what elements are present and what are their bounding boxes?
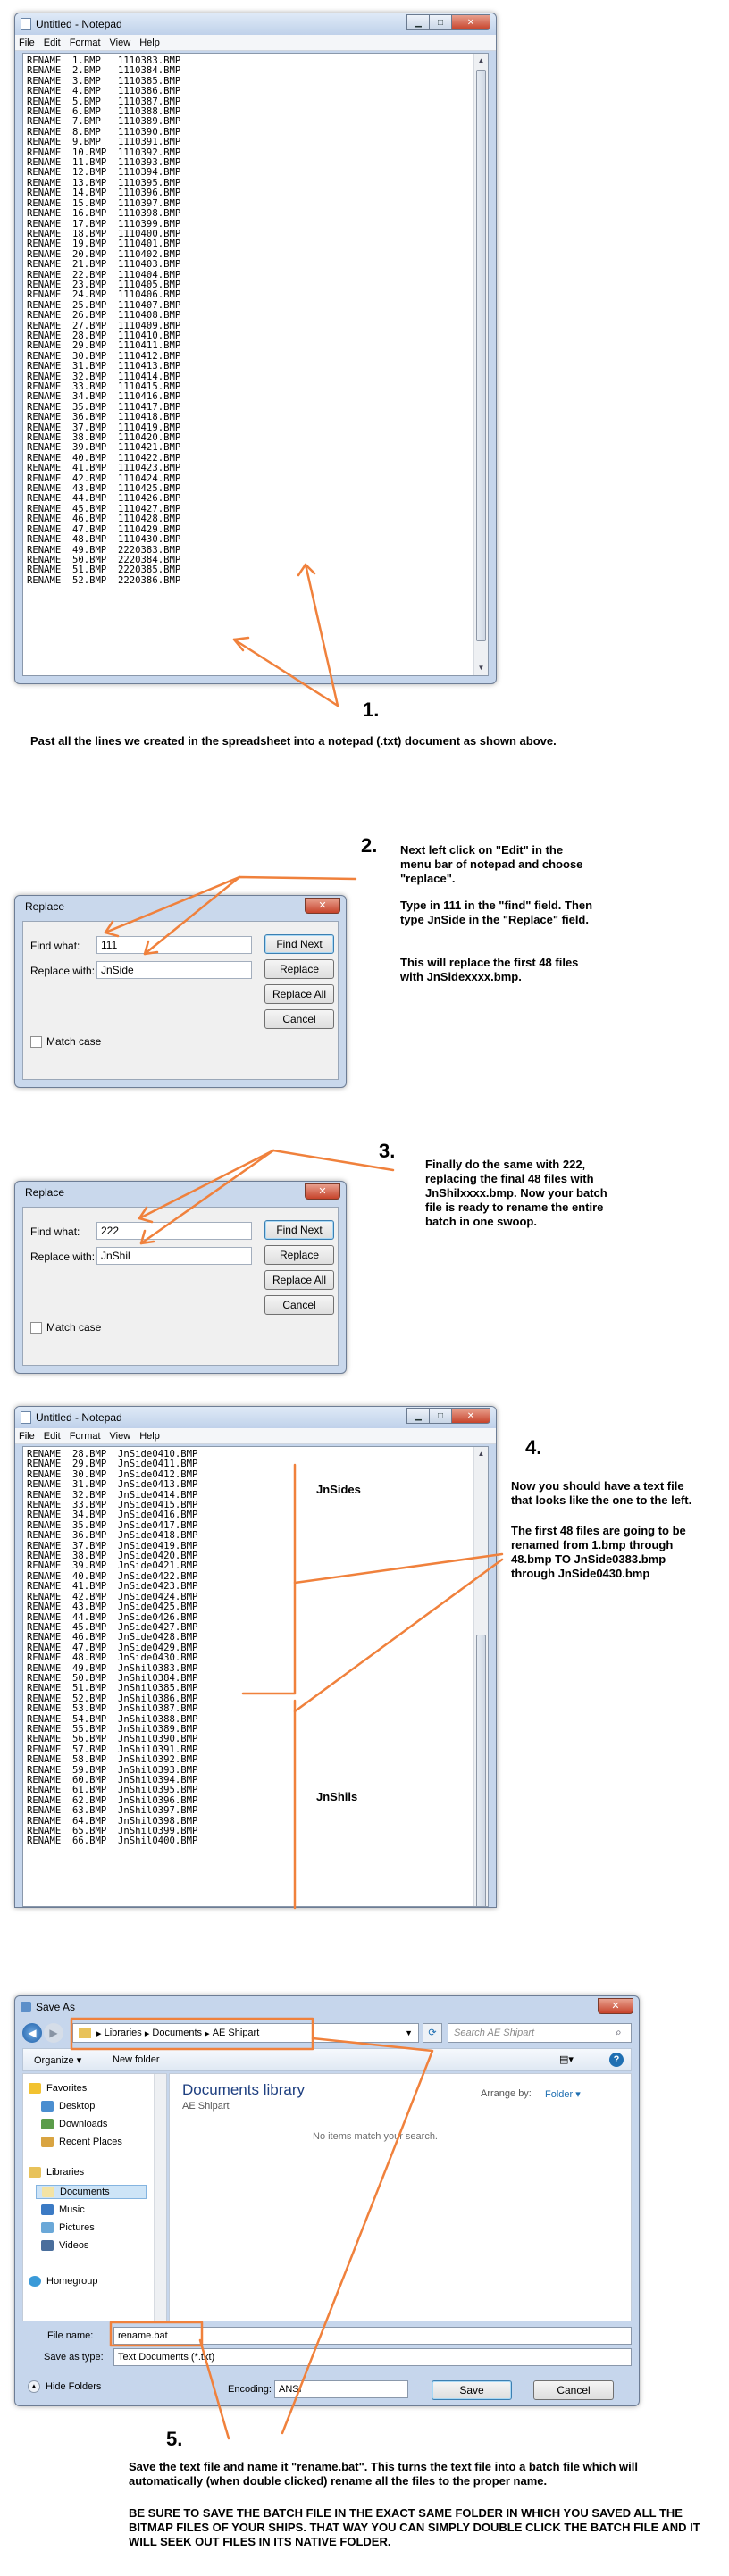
- text-line: RENAME 41.BMP 1110423.BMP: [27, 463, 181, 474]
- step-3-text: Finally do the same with 222, replacing the final 48 files with JnShilxxxx.bmp. Now your batch file is ready to rename the entire batch in one swoop.: [425, 1158, 608, 1228]
- pictures-icon: [41, 2222, 54, 2233]
- libraries-icon: [29, 2167, 41, 2178]
- text-line: RENAME 35.BMP 1110417.BMP: [27, 401, 181, 413]
- text-line: RENAME 62.BMP JnShil0396.BMP: [27, 1794, 198, 1806]
- scroll-up-icon[interactable]: ▲: [477, 56, 485, 64]
- find-input[interactable]: 111: [96, 936, 252, 954]
- encoding-label: Encoding:: [228, 2384, 272, 2395]
- text-line: RENAME 43.BMP 1110425.BMP: [27, 483, 181, 495]
- replace-dialog-2: [14, 1181, 347, 1374]
- text-line: RENAME 40.BMP JnSide0422.BMP: [27, 1570, 198, 1582]
- text-line: RENAME 7.BMP 1110389.BMP: [27, 116, 181, 128]
- close-button[interactable]: ✕: [451, 1408, 490, 1424]
- text-line: RENAME 50.BMP 2220384.BMP: [27, 554, 181, 565]
- filename-label: File name:: [47, 2330, 94, 2341]
- chevron-up-icon: ▲: [28, 2380, 40, 2393]
- text-line: RENAME 10.BMP 1110392.BMP: [27, 146, 181, 158]
- scroll-thumb[interactable]: [476, 1635, 486, 1907]
- step-2-paragraph-2: Type in 111 in the "find" field. Then type JnSide in the "Replace" field.: [400, 899, 593, 926]
- text-line: RENAME 34.BMP JnSide0416.BMP: [27, 1510, 198, 1521]
- match-case-checkbox[interactable]: [30, 1036, 42, 1048]
- menu-view[interactable]: View: [109, 37, 131, 48]
- text-line: RENAME 30.BMP JnSide0412.BMP: [27, 1468, 198, 1480]
- sidebar-item-documents[interactable]: [36, 2185, 147, 2199]
- sidebar-label: Videos: [59, 2240, 89, 2251]
- text-line: RENAME 23.BMP 1110405.BMP: [27, 279, 181, 290]
- folder-icon: [79, 2028, 91, 2038]
- text-line: RENAME 44.BMP 1110426.BMP: [27, 493, 181, 505]
- navigation-pane: [22, 2073, 167, 2321]
- chevron-down-icon[interactable]: ▼: [405, 2028, 413, 2037]
- title-bar[interactable]: [15, 1407, 496, 1428]
- text-line: RENAME 60.BMP JnShil0394.BMP: [27, 1775, 198, 1786]
- text-line: RENAME 14.BMP 1110396.BMP: [27, 188, 181, 199]
- breadcrumb-libraries[interactable]: Libraries: [104, 2028, 142, 2038]
- window-title: Untitled - Notepad: [36, 18, 122, 30]
- sidebar-label: Recent Places: [59, 2137, 122, 2147]
- text-line: RENAME 46.BMP 1110428.BMP: [27, 514, 181, 525]
- vertical-scrollbar[interactable]: [473, 54, 488, 675]
- text-line: RENAME 16.BMP 1110398.BMP: [27, 208, 181, 220]
- text-line: RENAME 37.BMP 1110419.BMP: [27, 422, 181, 433]
- text-line: RENAME 25.BMP 1110407.BMP: [27, 299, 181, 311]
- menu-edit[interactable]: Edit: [43, 37, 61, 48]
- dialog-title: Replace: [25, 900, 65, 913]
- search-input[interactable]: Search AE Shipart: [448, 2023, 632, 2043]
- replace-button[interactable]: Replace: [264, 1245, 334, 1265]
- text-line: RENAME 39.BMP 1110421.BMP: [27, 442, 181, 454]
- find-label: Find what:: [30, 1225, 80, 1238]
- text-line: RENAME 26.BMP 1110408.BMP: [27, 310, 181, 322]
- text-line: RENAME 20.BMP 1110402.BMP: [27, 248, 181, 260]
- sidebar-label: Documents: [60, 2187, 110, 2197]
- sidebar-label: Favorites: [46, 2083, 88, 2094]
- arrange-dropdown[interactable]: Folder ▾: [545, 2089, 581, 2100]
- toolbar: [22, 2048, 632, 2071]
- text-line: RENAME 66.BMP JnShil0400.BMP: [27, 1836, 198, 1847]
- menu-format[interactable]: Format: [69, 1430, 101, 1442]
- address-bar[interactable]: ▸ Libraries ▸ Documents ▸ AE Shipart ▼: [72, 2023, 419, 2043]
- desktop-icon: [41, 2101, 54, 2112]
- find-next-button[interactable]: Find Next: [264, 934, 334, 954]
- downloads-icon: [41, 2119, 54, 2129]
- scroll-up-icon[interactable]: ▲: [477, 1450, 485, 1458]
- menu-edit[interactable]: Edit: [43, 1430, 61, 1442]
- notepad-icon: [21, 1411, 31, 1424]
- text-line: RENAME 40.BMP 1110422.BMP: [27, 452, 181, 464]
- replace-button[interactable]: Replace: [264, 959, 334, 979]
- step-4-number: 4.: [525, 1436, 542, 1459]
- dialog-title: Save As: [36, 2001, 76, 2013]
- window-title: Untitled - Notepad: [36, 1411, 122, 1424]
- close-button[interactable]: ✕: [305, 898, 340, 914]
- save-button[interactable]: Save: [432, 2380, 512, 2400]
- encoding-select[interactable]: ANSI: [274, 2380, 408, 2398]
- text-line: RENAME 52.BMP JnShil0386.BMP: [27, 1693, 198, 1704]
- text-line: RENAME 33.BMP JnSide0415.BMP: [27, 1500, 198, 1511]
- text-line: RENAME 3.BMP 1110385.BMP: [27, 75, 181, 87]
- text-line: RENAME 6.BMP 1110388.BMP: [27, 106, 181, 118]
- music-icon: [41, 2204, 54, 2215]
- sidebar-item-downloads[interactable]: [41, 2119, 107, 2129]
- menu-bar: [15, 1428, 496, 1444]
- notepad-window-2: [14, 1406, 497, 1908]
- text-line: RENAME 65.BMP JnShil0399.BMP: [27, 1826, 198, 1837]
- step-2-number: 2.: [361, 834, 378, 857]
- arrange-label: Arrange by:: [481, 2088, 532, 2099]
- sidebar-item-favorites[interactable]: [29, 2083, 87, 2094]
- text-line: RENAME 55.BMP JnShil0389.BMP: [27, 1723, 198, 1735]
- text-content: [23, 1447, 488, 1850]
- text-line: RENAME 42.BMP JnSide0424.BMP: [27, 1591, 198, 1602]
- close-button[interactable]: ✕: [451, 14, 490, 30]
- text-line: RENAME 30.BMP 1110412.BMP: [27, 350, 181, 362]
- new-folder-button[interactable]: New folder: [113, 2054, 160, 2065]
- find-label: Find what:: [30, 940, 80, 952]
- search-icon: ⌕: [616, 2026, 622, 2038]
- close-button[interactable]: ✕: [305, 1183, 340, 1200]
- sidebar-label: Pictures: [59, 2222, 95, 2233]
- menu-bar: [15, 35, 496, 51]
- cancel-button[interactable]: Cancel: [264, 1295, 334, 1315]
- text-line: RENAME 33.BMP 1110415.BMP: [27, 381, 181, 392]
- text-line: RENAME 38.BMP JnSide0420.BMP: [27, 1551, 198, 1562]
- title-bar[interactable]: [15, 1996, 639, 2018]
- text-line: RENAME 39.BMP JnSide0421.BMP: [27, 1560, 198, 1572]
- match-case-label: Match case: [46, 1321, 102, 1334]
- empty-message: No items match your search.: [313, 2131, 438, 2142]
- text-line: RENAME 53.BMP JnShil0387.BMP: [27, 1703, 198, 1715]
- homegroup-icon: [29, 2276, 41, 2287]
- sidebar-item-desktop[interactable]: [41, 2101, 95, 2112]
- documents-icon: [42, 2187, 54, 2197]
- text-line: RENAME 1.BMP 1110383.BMP: [27, 55, 181, 66]
- scroll-down-icon[interactable]: ▼: [477, 664, 485, 672]
- text-line: RENAME 56.BMP JnShil0390.BMP: [27, 1734, 198, 1745]
- text-line: RENAME 13.BMP 1110395.BMP: [27, 177, 181, 188]
- menu-file[interactable]: File: [19, 37, 35, 48]
- step-5-paragraph-2: BE SURE TO SAVE THE BATCH FILE IN THE EXACT SAME FOLDER IN WHICH YOU SAVED ALL THE BITMAP FILES OF YOUR SHIPS. THAT WAY YOU CAN SIMPLY DOUBLE CLICK THE BATCH FILE AND IT WILL SEEK OUT FILES IN ITS NATIVE FOLDER.: [129, 2506, 700, 2548]
- jnsides-label: JnSides: [316, 1483, 361, 1496]
- step-1-number: 1.: [363, 698, 380, 721]
- text-line: RENAME 47.BMP 1110429.BMP: [27, 523, 181, 535]
- replace-all-button[interactable]: Replace All: [264, 1270, 334, 1290]
- view-icon[interactable]: ▤▾: [559, 2054, 574, 2065]
- step-5-paragraph-1: Save the text file and name it "rename.bat". This turns the text file into a batch file which will automatically (when double clicked) rename all the files to the proper name.: [129, 2460, 639, 2488]
- text-line: RENAME 36.BMP 1110418.BMP: [27, 412, 181, 423]
- step-2-paragraph-1: Next left click on "Edit" in the menu bar of notepad and choose "replace".: [400, 843, 583, 885]
- scroll-thumb[interactable]: [476, 70, 486, 641]
- save-type-select[interactable]: Text Documents (*.txt): [113, 2348, 632, 2366]
- text-line: RENAME 51.BMP JnShil0385.BMP: [27, 1683, 198, 1694]
- step-2-paragraph-3: This will replace the first 48 files with JnSidexxxx.bmp.: [400, 956, 579, 983]
- text-line: RENAME 63.BMP JnShil0397.BMP: [27, 1805, 198, 1817]
- content-pane: [169, 2073, 632, 2321]
- help-icon[interactable]: ?: [609, 2053, 624, 2067]
- organize-button[interactable]: Organize ▾: [34, 2055, 82, 2066]
- sidebar-item-videos[interactable]: [41, 2240, 88, 2251]
- step-3-number: 3.: [379, 1140, 396, 1162]
- menu-help[interactable]: Help: [139, 1430, 160, 1442]
- text-line: RENAME 2.BMP 1110384.BMP: [27, 65, 181, 77]
- text-line: RENAME 64.BMP JnShil0398.BMP: [27, 1815, 198, 1827]
- minimize-button[interactable]: ▁: [406, 1408, 430, 1424]
- text-line: RENAME 34.BMP 1110416.BMP: [27, 391, 181, 403]
- sidebar-label: Downloads: [59, 2119, 108, 2129]
- sidebar-label: Libraries: [46, 2167, 85, 2178]
- text-line: RENAME 12.BMP 1110394.BMP: [27, 167, 181, 179]
- find-next-button[interactable]: Find Next: [264, 1220, 334, 1240]
- title-bar[interactable]: [15, 13, 496, 35]
- text-line: RENAME 36.BMP JnSide0418.BMP: [27, 1530, 198, 1542]
- text-line: RENAME 48.BMP 1110430.BMP: [27, 534, 181, 546]
- find-input[interactable]: 222: [96, 1222, 252, 1240]
- text-line: RENAME 61.BMP JnShil0395.BMP: [27, 1785, 198, 1796]
- text-line: RENAME 32.BMP 1110414.BMP: [27, 371, 181, 382]
- text-line: RENAME 24.BMP 1110406.BMP: [27, 289, 181, 301]
- vertical-scrollbar[interactable]: [473, 1447, 488, 1906]
- notepad-window-1: [14, 13, 497, 684]
- text-line: RENAME 8.BMP 1110390.BMP: [27, 126, 181, 138]
- sidebar-item-libraries[interactable]: [29, 2167, 84, 2178]
- cancel-button[interactable]: Cancel: [264, 1009, 334, 1029]
- text-line: RENAME 52.BMP 2220386.BMP: [27, 574, 181, 586]
- text-line: RENAME 44.BMP JnSide0426.BMP: [27, 1611, 198, 1623]
- text-line: RENAME 21.BMP 1110403.BMP: [27, 259, 181, 271]
- text-line: RENAME 28.BMP JnSide0410.BMP: [27, 1449, 198, 1459]
- text-line: RENAME 18.BMP 1110400.BMP: [27, 228, 181, 239]
- text-line: RENAME 43.BMP JnSide0425.BMP: [27, 1602, 198, 1613]
- replace-all-button[interactable]: Replace All: [264, 984, 334, 1004]
- notepad-icon: [21, 18, 31, 30]
- text-area[interactable]: [22, 1446, 489, 1907]
- menu-help[interactable]: Help: [139, 37, 160, 48]
- text-line: RENAME 15.BMP 1110397.BMP: [27, 197, 181, 209]
- text-line: RENAME 28.BMP 1110410.BMP: [27, 330, 181, 341]
- step-5-number: 5.: [166, 2428, 183, 2450]
- replace-title-bar[interactable]: [15, 1182, 346, 1203]
- breadcrumb-ae-shipart[interactable]: AE Shipart: [212, 2028, 260, 2038]
- videos-icon: [41, 2240, 54, 2251]
- text-line: RENAME 50.BMP JnShil0384.BMP: [27, 1672, 198, 1684]
- replace-dialog-1: [14, 895, 347, 1088]
- menu-format[interactable]: Format: [69, 37, 101, 48]
- replace-label: Replace with:: [30, 1250, 96, 1263]
- save-type-label: Save as type:: [44, 2352, 104, 2363]
- library-subtitle: AE Shipart: [182, 2101, 230, 2112]
- breadcrumb-documents[interactable]: Documents: [152, 2028, 203, 2038]
- match-case-checkbox[interactable]: [30, 1322, 42, 1334]
- replace-input[interactable]: JnShil: [96, 1247, 252, 1265]
- text-line: RENAME 31.BMP 1110413.BMP: [27, 361, 181, 372]
- menu-view[interactable]: View: [109, 1430, 131, 1442]
- sidebar-item-music[interactable]: [41, 2204, 85, 2215]
- dialog-title: Replace: [25, 1186, 65, 1199]
- text-line: RENAME 27.BMP 1110409.BMP: [27, 320, 181, 331]
- text-line: RENAME 41.BMP JnSide0423.BMP: [27, 1581, 198, 1593]
- nav-scrollbar[interactable]: [154, 2074, 166, 2321]
- hide-folders-button[interactable]: [28, 2380, 101, 2393]
- star-icon: [29, 2083, 41, 2094]
- forward-button[interactable]: ▶: [44, 2023, 63, 2043]
- sidebar-item-recent-places[interactable]: [41, 2137, 122, 2147]
- text-line: RENAME 45.BMP JnSide0427.BMP: [27, 1621, 198, 1633]
- step-4-paragraph-1: Now you should have a text file that looks like the one to the left.: [511, 1479, 692, 1507]
- text-line: RENAME 49.BMP 2220383.BMP: [27, 544, 181, 556]
- text-line: RENAME 54.BMP JnShil0388.BMP: [27, 1713, 198, 1725]
- text-line: RENAME 49.BMP JnShil0383.BMP: [27, 1662, 198, 1674]
- sidebar-item-homegroup[interactable]: [29, 2276, 97, 2287]
- step-4-paragraph-2: The first 48 files are going to be renamed from 1.bmp through 48.bmp TO JnSide0383.bmp through JnSide0430.bmp: [511, 1524, 686, 1580]
- sidebar-label: Homegroup: [46, 2276, 98, 2287]
- refresh-button[interactable]: ⟳: [423, 2023, 442, 2043]
- text-line: RENAME 48.BMP JnSide0430.BMP: [27, 1652, 198, 1664]
- cancel-button[interactable]: Cancel: [533, 2380, 614, 2400]
- save-as-dialog: [14, 1995, 640, 2406]
- jnshils-label: JnShils: [316, 1790, 358, 1803]
- hide-folders-label: Hide Folders: [46, 2381, 102, 2392]
- maximize-button[interactable]: □: [429, 14, 452, 30]
- text-line: RENAME 42.BMP 1110424.BMP: [27, 473, 181, 484]
- text-line: RENAME 5.BMP 1110387.BMP: [27, 96, 181, 107]
- match-case-label: Match case: [46, 1035, 102, 1048]
- back-button[interactable]: ◀: [22, 2023, 42, 2043]
- text-line: RENAME 57.BMP JnShil0391.BMP: [27, 1744, 198, 1755]
- text-line: RENAME 38.BMP 1110420.BMP: [27, 432, 181, 444]
- text-line: RENAME 59.BMP JnShil0393.BMP: [27, 1764, 198, 1776]
- text-line: RENAME 45.BMP 1110427.BMP: [27, 503, 181, 514]
- text-line: RENAME 9.BMP 1110391.BMP: [27, 137, 181, 148]
- text-line: RENAME 29.BMP JnSide0411.BMP: [27, 1459, 198, 1470]
- text-line: RENAME 19.BMP 1110401.BMP: [27, 238, 181, 250]
- menu-file[interactable]: File: [19, 1430, 35, 1442]
- sidebar-label: Music: [59, 2204, 85, 2215]
- replace-input[interactable]: JnSide: [96, 961, 252, 979]
- close-button[interactable]: ✕: [598, 1998, 633, 2014]
- text-line: RENAME 29.BMP 1110411.BMP: [27, 340, 181, 352]
- text-line: RENAME 58.BMP JnShil0392.BMP: [27, 1754, 198, 1766]
- library-title: Documents library: [182, 2081, 305, 2098]
- step-1-text: Past all the lines we created in the spreadsheet into a notepad (.txt) document as shown above.: [30, 734, 557, 748]
- text-line: RENAME 37.BMP JnSide0419.BMP: [27, 1540, 198, 1551]
- text-line: RENAME 47.BMP JnSide0429.BMP: [27, 1642, 198, 1653]
- text-line: RENAME 11.BMP 1110393.BMP: [27, 157, 181, 169]
- replace-label: Replace with:: [30, 965, 96, 977]
- text-line: RENAME 51.BMP 2220385.BMP: [27, 565, 181, 576]
- text-area[interactable]: [22, 53, 489, 676]
- filename-input[interactable]: rename.bat: [113, 2327, 632, 2345]
- replace-title-bar[interactable]: [15, 896, 346, 917]
- text-line: RENAME 35.BMP JnSide0417.BMP: [27, 1519, 198, 1531]
- text-content: [23, 54, 488, 589]
- text-line: RENAME 22.BMP 1110404.BMP: [27, 269, 181, 280]
- text-line: RENAME 32.BMP JnSide0414.BMP: [27, 1489, 198, 1501]
- save-icon: [21, 2002, 31, 2012]
- recent-places-icon: [41, 2137, 54, 2147]
- text-line: RENAME 31.BMP JnSide0413.BMP: [27, 1479, 198, 1491]
- text-line: RENAME 46.BMP JnSide0428.BMP: [27, 1632, 198, 1643]
- minimize-button[interactable]: ▁: [406, 14, 430, 30]
- maximize-button[interactable]: □: [429, 1408, 452, 1424]
- sidebar-label: Desktop: [59, 2101, 96, 2112]
- text-line: RENAME 17.BMP 1110399.BMP: [27, 218, 181, 230]
- sidebar-item-pictures[interactable]: [41, 2222, 95, 2233]
- text-line: RENAME 4.BMP 1110386.BMP: [27, 86, 181, 97]
